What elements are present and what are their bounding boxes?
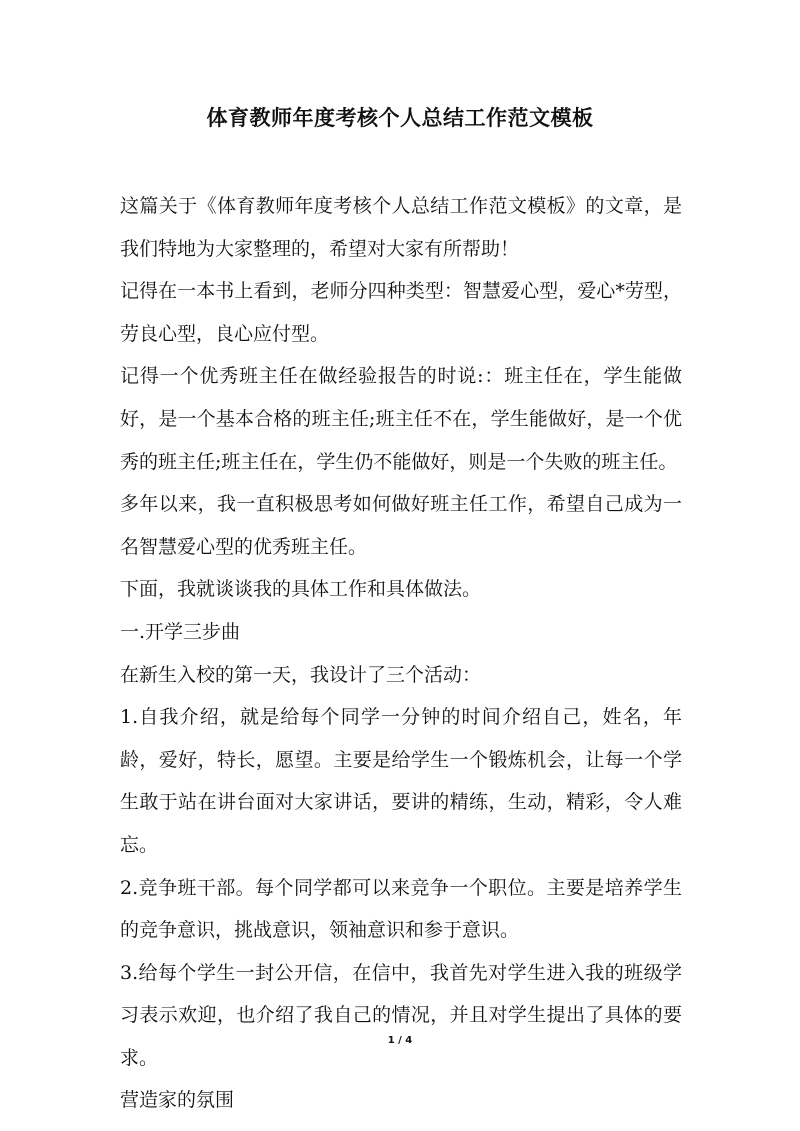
list-item-open-letter: 3.给每个学生一封公开信，在信中，我首先对学生进入我的班级学习表示欢迎，也介绍了我自己的情况，并且对学生提出了具体的要求。 [120, 961, 682, 1069]
list-item-self-intro: 1.自我介绍，就是给每个同学一分钟的时间介绍自己，姓名，年龄，爱好，特长，愿望。主要是给学生一个锻炼机会，让每一个学生敢于站在讲台面对大家讲话，要讲的精练，生动，精彩，令人难忘。 [120, 706, 682, 856]
section-heading-opening: 一.开学三步曲 [120, 620, 241, 643]
document-body [120, 185, 682, 1122]
document-title: 体育教师年度考核个人总结工作范文模板 [206, 105, 594, 130]
paragraph-first-day: 在新生入校的第一天，我设计了三个活动： [120, 663, 482, 686]
section-heading-family: 营造家的氛围 [120, 1089, 235, 1112]
paragraph-teacher-types: 记得在一本书上看到，老师分四种类型：智慧爱心型，爱心*劳型，劳良心型，良心应付型。 [120, 280, 682, 345]
page-number: 1 / 4 [387, 1035, 413, 1046]
list-item-class-cadre: 2.竞争班干部。每个同学都可以来竞争一个职位。主要是培养学生的竞争意识，挑战意识，领袖意识和参于意识。 [120, 876, 682, 942]
paragraph-intro-methods: 下面，我就谈谈我的具体工作和具体做法。 [120, 578, 482, 601]
paragraph-years-thinking: 多年以来，我一直积极思考如何做好班主任工作，希望自己成为一名智慧爱心型的优秀班主任。 [120, 493, 682, 558]
paragraph-intro: 这篇关于《体育教师年度考核个人总结工作范文模板》的文章，是我们特地为大家整理的，希望对大家有所帮助！ [120, 195, 682, 260]
paragraph-class-teacher-quote: 记得一个优秀班主任在做经验报告的时说:：班主任在，学生能做好，是一个基本合格的班主任;班主任不在，学生能做好，是一个优秀的班主任;班主任在，学生仍不能做好，则是一个失败的班主任。 [120, 365, 682, 473]
